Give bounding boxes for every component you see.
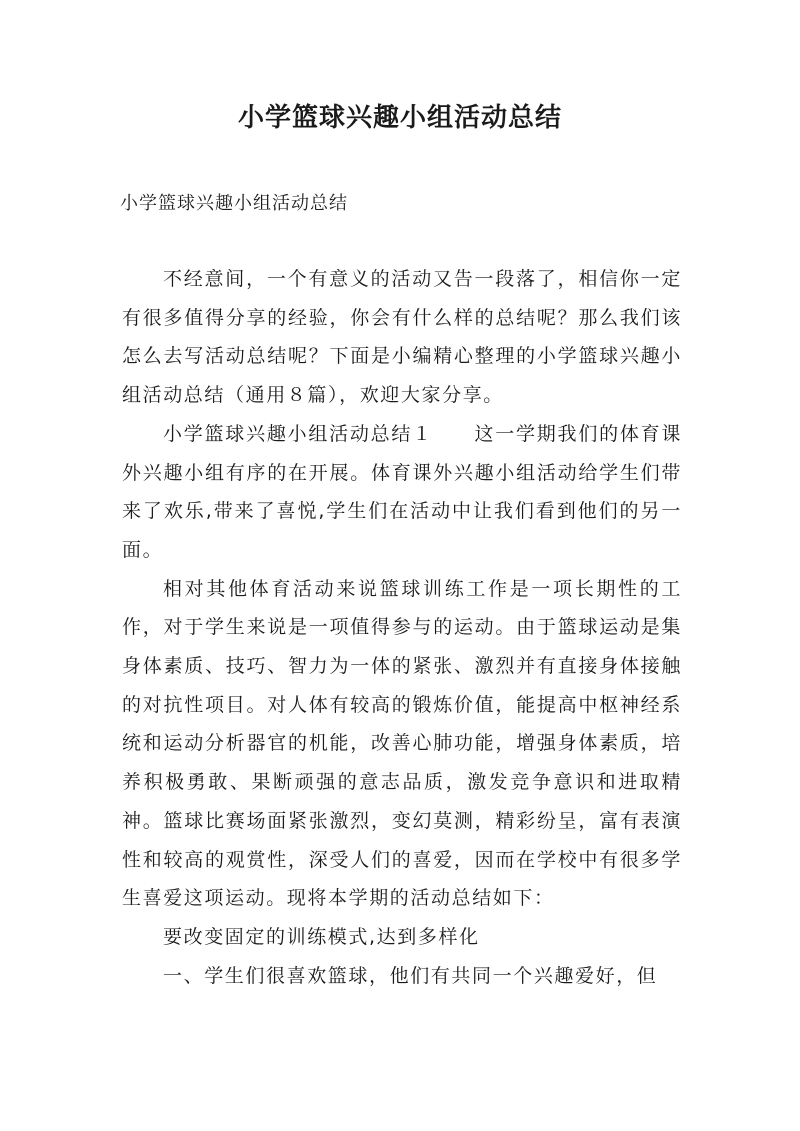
paragraph-intro: 不经意间，一个有意义的活动又告一段落了，相信你一定有很多值得分享的经验，你会有什么样的总结呢？那么我们该怎么去写活动总结呢？下面是小编精心整理的小学篮球兴趣小组活动总结（通用８篇），欢迎大家分享。 xyxy=(122,268,682,407)
paragraph-heading-training: 要改变固定的训练模式,达到多样化 xyxy=(163,925,480,948)
paragraph-point-one: 一、学生们很喜欢篮球，他们有共同一个兴趣爱好，但 xyxy=(163,964,658,987)
paragraph-summary-1: 小学篮球兴趣小组活动总结１ 这一学期我们的体育课外兴趣小组有序的在开展。体育课外兴趣小组活动给学生们带来了欢乐,带来了喜悦,学生们在活动中让我们看到他们的另一面。 xyxy=(122,422,682,561)
paragraph-basketball-value: 相对其他体育活动来说篮球训练工作是一项长期性的工作，对于学生来说是一项值得参与的运动。由于篮球运动是集身体素质、技巧、智力为一体的紧张、激烈并有直接身体接触的对抗性项目。对人体有较高的锻炼价值，能提高中枢神经系统和运动分析器官的机能，改善心肺功能，增强身体素质，培养积极勇敢、果断顽强的意志品质，激发竞争意识和进取精神。篮球比赛场面紧张激烈，变幻莫测，精彩纷呈，富有表演性和较高的观赏性，深受人们的喜爱，因而在学校中有很多学生喜爱这项运动。现将本学期的活动总结如下： xyxy=(122,577,682,910)
document-subtitle: 小学篮球兴趣小组活动总结 xyxy=(120,193,348,214)
document-body xyxy=(122,260,682,995)
document-title: 小学篮球兴趣小组活动总结 xyxy=(237,103,562,133)
